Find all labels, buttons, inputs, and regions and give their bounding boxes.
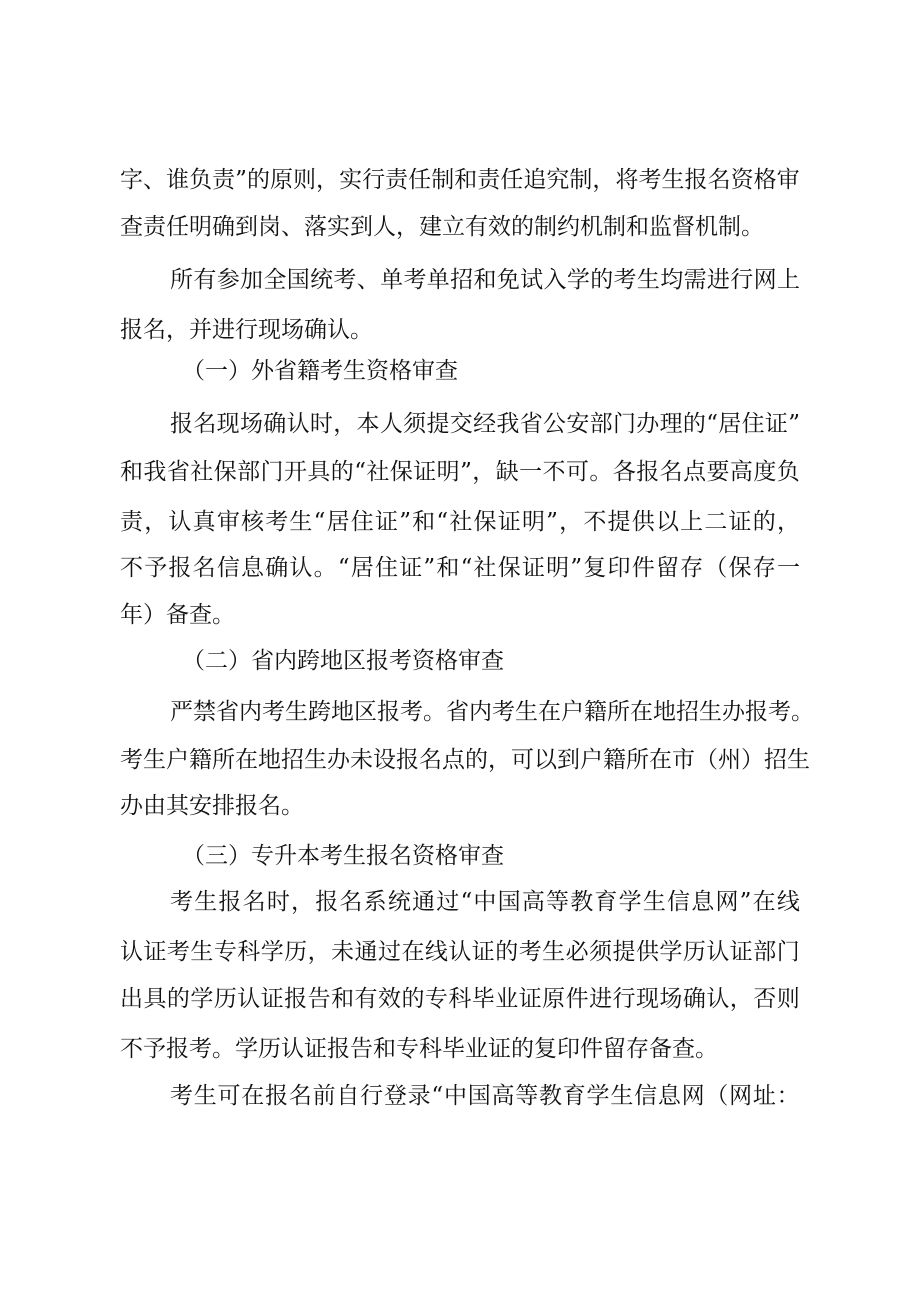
paragraph-line: 考 生 户 籍 所 在 地 招 生 办 未 设 报 名 点 的 ， 可 以 到 户 籍 所 在 市 （ 州 ） 招 生 bbox=[120, 747, 810, 773]
paragraph-line: 不予报考。学历认证报告和专科毕业证的复印件留存备查。 bbox=[120, 1036, 718, 1062]
paragraph-line: 出 具 的 学 历 认 证 报 告 和 有 效 的 专 科 毕 业 证 原 件 进 行 现 场 确 认 ， 否 则 bbox=[120, 986, 800, 1012]
paragraph-line: 报 名 现 场 确 认 时 ， 本 人 须 提 交 经 我 省 公 安 部 门 办 理 的 “ 居 住 证 ” bbox=[170, 411, 800, 437]
section-heading: （三）专升本考生报名资格审查 bbox=[182, 843, 504, 869]
paragraph-line: 不 予 报 名 信 息 确 认 。 “ 居 住 证 ” 和 “ 社 保 证 明 ” 复 印 件 留 存 （ 保 存 一 bbox=[120, 555, 800, 581]
section-heading: （一）外省籍考生资格审查 bbox=[182, 358, 458, 384]
paragraph-line: 责 ， 认 真 审 核 考 生 “ 居 住 证 ” 和 “ 社 保 证 明 ” ， 不 提 供 以 上 二 证 的 ， bbox=[120, 509, 800, 535]
paragraph-line: 考 生 报 名 时 ， 报 名 系 统 通 过 “ 中 国 高 等 教 育 学 生 信 息 网 ” 在 线 bbox=[170, 889, 800, 915]
paragraph-line: 所 有 参 加 全 国 统 考 、 单 考 单 招 和 免 试 入 学 的 考 生 均 需 进 行 网 上 bbox=[170, 267, 800, 293]
section-heading: （二）省内跨地区报考资格审查 bbox=[182, 648, 504, 674]
paragraph-line: 年）备查。 bbox=[120, 602, 235, 628]
paragraph-line: 报名，并进行现场确认。 bbox=[120, 317, 373, 343]
paragraph-line: 考 生 可 在 报 名 前 自 行 登 录 “ 中 国 高 等 教 育 学 生 信 息 网 （ 网 址 ： bbox=[170, 1083, 800, 1109]
paragraph-line: 办由其安排报名。 bbox=[120, 793, 304, 819]
paragraph-line: 严 禁 省 内 考 生 跨 地 区 报 考 。 省 内 考 生 在 户 籍 所 在 地 招 生 办 报 考 。 bbox=[170, 699, 814, 725]
paragraph-line: 字 、 谁 负 责 ” 的 原 则 ， 实 行 责 任 制 和 责 任 追 究 制 ， 将 考 生 报 名 资 格 审 bbox=[120, 167, 800, 193]
paragraph-line: 和 我 省 社 保 部 门 开 具 的 “ 社 保 证 明 ” ， 缺 一 不 可 。 各 报 名 点 要 高 度 负 bbox=[120, 459, 800, 485]
paragraph-line: 认 证 考 生 专 科 学 历 ， 未 通 过 在 线 认 证 的 考 生 必 须 提 供 学 历 认 证 部 门 bbox=[120, 939, 800, 965]
paragraph-line: 查责任明确到岗、落实到人，建立有效的制约机制和监督机制。 bbox=[120, 214, 764, 240]
